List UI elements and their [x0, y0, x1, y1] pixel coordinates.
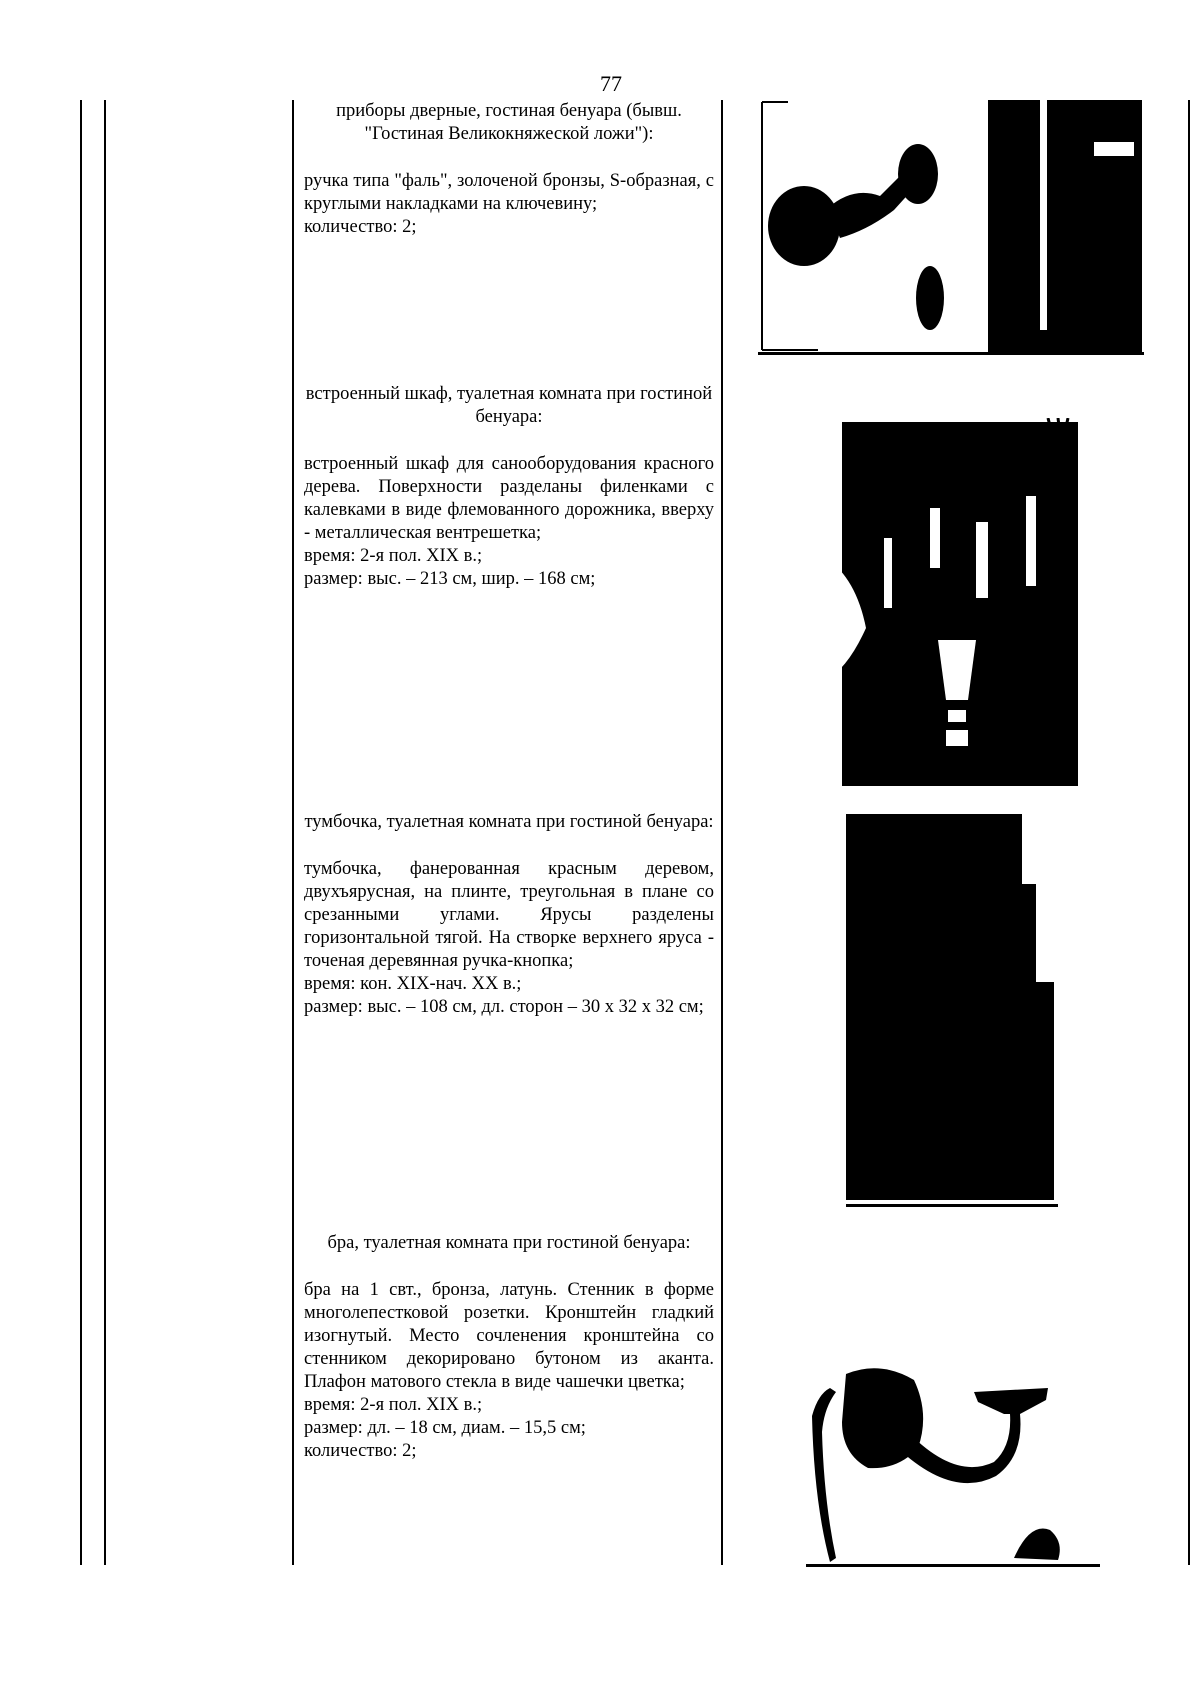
- table-border-description-left: [292, 100, 294, 1565]
- catalog-entry: [304, 811, 714, 1019]
- entry-title: тумбочка, туалетная комната при гостиной бенуара:: [304, 812, 714, 832]
- catalog-entry: [304, 100, 714, 239]
- entry-title: приборы дверные, гостиная бенуара (бывш. "Гостиная Великокняжеской ложи"):: [336, 101, 682, 144]
- table-border-description-right: [721, 100, 723, 1565]
- built-in-cabinet-photo: [826, 418, 1082, 790]
- entry-description: встроенный шкаф для санооборудования красного дерева. Поверхности разделаны филенками с калевками в виде флемованного дорожника, вверху - металлическая вентрешетка; время: 2-я пол. XIX в.; размер: выс. – 213 см, шир. – 168 см;: [304, 454, 714, 589]
- catalog-entry: [304, 1232, 714, 1463]
- door-handle-photo: [758, 98, 1144, 358]
- entry-description: ручка типа "фаль", золоченой бронзы, S-образная, с круглыми накладками на ключевину; количество: 2;: [304, 171, 714, 237]
- sconce-photo: [806, 1352, 1100, 1574]
- entry-title: встроенный шкаф, туалетная комната при гостиной бенуара:: [305, 384, 713, 427]
- table-border-left-inner: [104, 100, 106, 1565]
- catalog-entry: [304, 383, 714, 591]
- nightstand-photo: [846, 814, 1066, 1210]
- entry-title: бра, туалетная комната при гостиной бенуара:: [327, 1233, 691, 1253]
- table-border-left-outer: [80, 100, 82, 1565]
- page-number: 77: [600, 71, 622, 96]
- entry-description: бра на 1 свт., бронза, латунь. Стенник в форме многолепестковой розетки. Кронштейн гладкий изогнутый. Место сочленения кронштейна со стенником декорировано бутоном из аканта. Плафон матового стекла в виде чашечки цветка; время: 2-я пол. XIX в.; размер: дл. – 18 см, диам. – 15,5 см; количество: 2;: [304, 1280, 714, 1461]
- table-border-right: [1188, 100, 1190, 1565]
- entry-description: тумбочка, фанерованная красным деревом, двухъярусная, на плинте, треугольная в плане со срезанными углами. Ярусы разделены горизонтальной тягой. На створке верхнего яруса - точеная деревянная ручка-кнопка; время: кон. XIX-нач. XX в.; размер: выс. – 108 см, дл. сторон – 30 х 32 х 32 см;: [304, 859, 714, 1017]
